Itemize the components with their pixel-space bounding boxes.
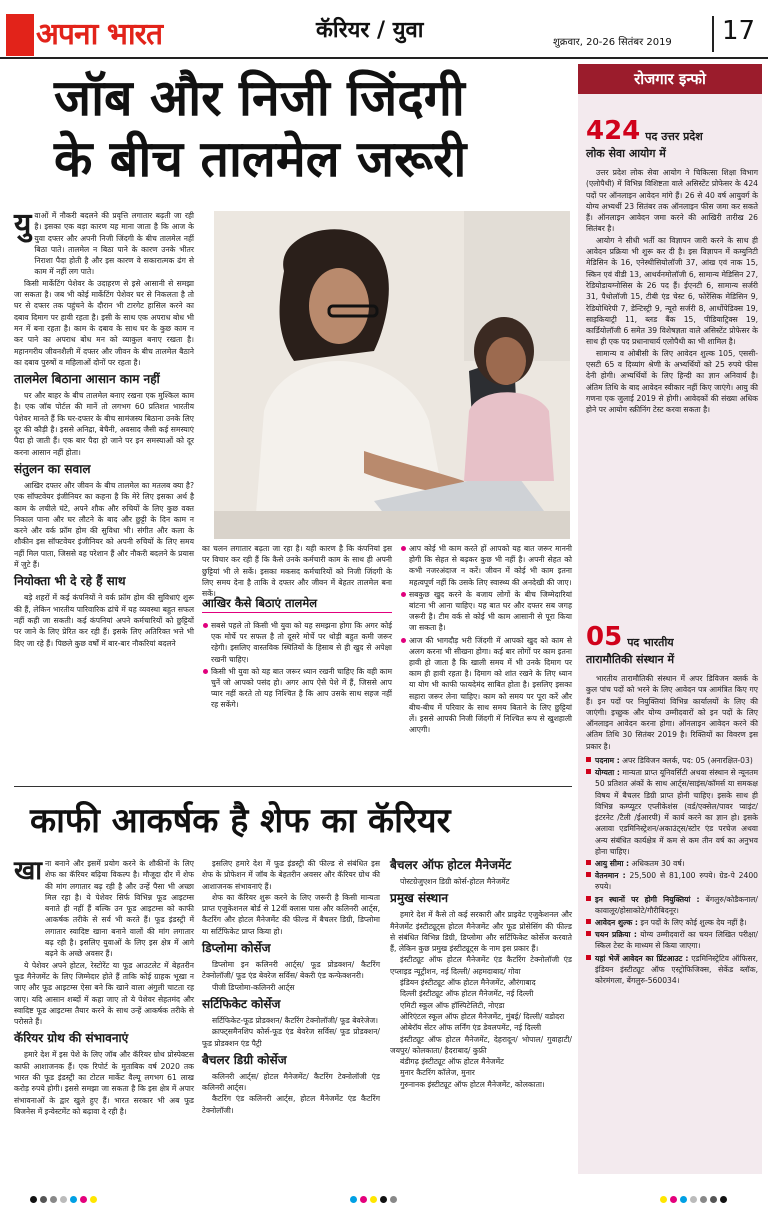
subheading: डिप्लोमा कोर्सेज [202, 941, 271, 956]
article2-col-1 [14, 858, 194, 1117]
masthead: अपना भारत [36, 17, 163, 52]
paragraph: ओरिएंटल स्कूल ऑफ होटल मैनेजमेंट, मुंबई/ दिल्ली/ वडोदरा [400, 1011, 565, 1021]
sidebar-item-1 [586, 118, 758, 416]
article2-headline: काफी आकर्षक है शेफ का कॅरियर [30, 801, 451, 841]
sidebar-item-2 [586, 624, 758, 987]
paragraph: ओबेरॉय सेंटर ऑफ लर्निंग एंड डेवलपमेंट, नई दिल्ली [400, 1023, 542, 1033]
paragraph: इंस्टीट्यूट ऑफ होटल मैनेजमेंट एंड कैटरिंग टेक्नोलॉजी एंड एप्लाइड न्यूट्रीशन, नई दिल्ली/ अहमदाबाद/ गोवा [390, 955, 572, 976]
paragraph: एमिटी स्कूल ऑफ हॉस्पिटेलिटी, नोएडा [400, 1000, 505, 1010]
tip-item: सबकुछ खुद करने के बजाय लोगों के बीच जिम्मेदारियां बांटना भी आना चाहिए। यह बात घर और दफ्तर सब जगह जरूरी है। टीम वर्क से कोई भी काम आसानी से पूरा किया जा सकता है। [400, 589, 572, 634]
paragraph: बड़े शहरों में कई कंपनियों ने वर्क फ्रॉम होम की सुविधाएं शुरू की हैं, लेकिन भारतीय पारिवारिक ढांचे में यह व्यवस्था बहुत सफल नहीं कही जा सकती। कई कंपनियां अपने कर्मचारियों को छुट्टियों पर जाने के लिए प्रेरित कर रही हैं। इसके लिए अतिरिक्त भत्ते भी दिए जा रहे हैं। पिछले कुछ वर्षों में बार-बार नौकरियां बदलने [14, 593, 194, 648]
paragraph: इंस्टीट्यूट ऑफ होटल मैनेजमेंट, देहरादून/ भोपाल/ गुवाहाटी/ जयपुर/ कोलकाता/ हैदराबाद/ कुफ्री [390, 1034, 572, 1055]
registration-marks-left [30, 1196, 97, 1203]
headline-line-2: के बीच तालमेल जरूरी [54, 130, 467, 188]
paragraph: हमारे देश में इस पेशे के लिए जॉब और कॅरियर ग्रोथ प्रोस्पेक्टस काफी आशाजनक हैं। एक रिपोर्ट के मुताबिक वर्ष 2020 तक भारत की फूड इंडस्ट्री का टोटल मार्केट वैल्यू लगभग 61 लाख करोड़ रुपये होगी। इससे समझा जा सकता है कि इस क्षेत्र में अपार संभावनाओं के द्वार खुले हुए हैं। भारत सरकार भी अब फूड बिजनेस में इन्वेस्टमेंट को बढ़ावा दे रही है। [14, 1050, 194, 1116]
subheading: कॅरियर ग्रोथ की संभावनाएं [14, 1031, 129, 1046]
paragraph: पीजी डिप्लोमा-कलिनरी आर्ट्स [212, 982, 295, 992]
paragraph: कैटरिंग एंड कलिनरी आर्ट्स, होटल मैनेजमेंट एंड कैटरिंग टेक्नोलॉजी। [202, 1094, 380, 1115]
paragraph: डिप्लोमा इन कलिनरी आर्ट्स/ फूड प्रोडक्शन/ कैटरिंग टेक्नोलॉजी/ फूड एंड बेवरेज सर्विस/ बेकरी एंड कन्फेक्शनरी। [202, 960, 380, 981]
registration-marks-center [350, 1196, 397, 1203]
subheading: नियोक्ता भी दे रहे हैं साथ [14, 574, 126, 589]
subheading: प्रमुख संस्थान [390, 891, 448, 906]
vacancy-title-b: तारामौतिकी संस्थान में [586, 653, 675, 666]
tip-item: किसी भी युवा को यह बात जरूर ध्यान रखनी चाहिए कि वही काम चुनें जो आपको पसंद हो। अगर आप ऐसे पेशे में हैं, जिससे आप प्यार नहीं करते तो यह निश्चित है कि आप उसके साथ सहज नहीं रह सकेंगे। [202, 666, 392, 711]
paragraph: दिल्ली इंस्टीट्यूट ऑफ होटल मैनेजमेंट, नई दिल्ली [400, 989, 534, 999]
paragraph: गुरुनानक इंस्टीट्यूट ऑफ होटल मैनेजमेंट, कोलकाता। [400, 1079, 545, 1089]
header-rule [0, 57, 768, 59]
article1-mid-text: का चलन लगातार बढ़ता जा रहा है। यही कारण है कि कंपनियां इस पर विचार कर रही हैं कि कैसे उनके कर्मचारी काम के साथ ही अपनी छुट्टियां भी ले सकें। इसका मकसद कर्मचारियों को निजी जिंदगी के लिए समय देना है ताकि वे दफ्तर और जीवन में बेहतर तालमेल बना सकें। [202, 544, 392, 599]
fact-item: आवेदन शुल्क : इन पदों के लिए कोई शुल्क देय नहीं है। [586, 917, 758, 928]
article-separator [14, 786, 572, 787]
intro-paragraph: वाओं में नौकरी बदलने की प्रवृत्ति लगातार बढ़ती जा रही है। इसका एक बड़ा कारण यह माना जाता है कि आज के युवा दफ्तर और अपनी निजी जिंदगी के बीच तालमेल नहीं बिठा पाते। तालमेल न बिठा पाने के कारण उनके भीतर निराशा पैदा होती है और इस कारण वे सकारात्मक ढंग से काम में नहीं लग पाते। [34, 211, 194, 277]
subheading: सर्टिफिकेट कोर्सेज [202, 996, 281, 1011]
headline-line-1: जॉब और निजी जिंदगी [54, 69, 465, 127]
subheading: संतुलन का सवाल [14, 461, 91, 476]
subheading: बैचलर डिग्री कोर्सेज [202, 1052, 287, 1067]
paragraph: सर्टिफिकेट-फूड प्रोडक्शन/ कैटरिंग टेक्नोलॉजी/ फूड बेवरेजेज। [212, 1015, 379, 1025]
tip-item: सबसे पहले तो किसी भी युवा को यह समझना होगा कि अगर कोई एक मोर्चे पर सफल है तो दूसरे मोर्चे पर थोड़ी बहुत कमी जरूर रहेगी। इसलिए वास्तविक स्थितियों के हिसाब से ही खुद से अपेक्षा रखनी चाहिए। [202, 620, 392, 665]
vacancy-body: उत्तर प्रदेश लोक सेवा आयोग ने चिकित्सा शिक्षा विभाग (एलोपैथी) में विभिन्न विशिष्टता वाले असिस्टेंट प्रोफेसर के 424 पदों पर ऑनलाइन आवेदन मांगे हैं। 26 से 40 वर्ष आयुवर्ग के योग्य अभ्यर्थी 23 सितंबर तक ऑनलाइन फीस जमा कर सकते हैं। ऑनलाइन आवेदन जमा करने की आखिरी तारीख 26 सितंबर है। [586, 168, 758, 234]
fact-item: चयन प्रक्रिया : योग्य उम्मीदवारों का चयन लिखित परीक्षा/स्किल टेस्ट के माध्यम से किया जाएगा। [586, 929, 758, 951]
fact-item: योग्यता : मान्यता प्राप्त यूनिवर्सिटी अथवा संस्थान से न्यूनतम 50 प्रतिशत अंकों के साथ आर्ट्स/साइंस/कॉमर्स या समकक्ष विषय में बैचलर डिग्री प्राप्त होनी चाहिए। इसके साथ ही विभिन्न कम्प्यूटर एप्लीकेशंस (वर्ड/एक्सेल/पावर प्वाइंट/ इंटरनेट /टैली /ईआरपी) में कार्य करने का ज्ञान हो। इसके अलावा एडमिनिस्ट्रेशन/अकाउंट्स/स्टोर एंड परचेज अथवा अन्य संबंधित कार्यक्षेत्र में कम से कम तीन वर्ष का अनुभव होना चाहिए। [586, 767, 758, 857]
registration-marks-right [660, 1196, 727, 1203]
header-divider-vertical [712, 16, 714, 52]
paragraph: किसी मार्केटिंग पेशेवर के उदाहरण से इसे आसानी से समझा जा सकता है। जब भी कोई मार्केटिंग पेशेवर घर से निकलता है तो घर से दफ्तर तक पहुंचने के दौरान भी टारगेट हासिल करने का दबाव दिमाग पर हावी रहता है। इसी के साथ एक अपराध बोध भी मन में बना रहता है। काम के दबाव के साथ घर के कुछ काम न कर पाने का अपराध बोध मन को व्याकुल बनाए रखता है। महानगरीय जीवनशैली में दफ्तर और जीवन के बीच तालमेल बैठाने का दबाव पुरुषों व महिलाओं दोनों पर रहता है। [14, 278, 194, 367]
article2-col-3 [390, 858, 572, 1090]
vacancy-title-a: पद उत्तर प्रदेश [645, 130, 703, 143]
sidebar-banner-text: रोजगार इन्फो [634, 70, 706, 88]
vacancy-body: सामान्य व ओबीसी के लिए आवेदन शुल्क 105, एससी-एसटी 65 व दिव्यांग श्रेणी के अभ्यर्थियों को 25 रुपये फीस देनी होगी। अभ्यर्थियों के लिए हिन्दी का ज्ञान अनिवार्य है। अंतिम तिथि के बाद आवेदन स्वीकार नहीं किए जाएंगे। आयु की गणना एक जुलाई 2019 से होगी। आवेदकों की संख्या अधिक होने पर आयोग स्क्रीनिंग टेस्ट करवा सकता है। [586, 348, 758, 415]
vacancy-count: 05 [586, 622, 623, 652]
masthead-logo [6, 14, 34, 56]
dropcap: यु [14, 207, 32, 242]
article2-col-2 [202, 858, 380, 1116]
paragraph: इसलिए हमारे देश में फूड इंडस्ट्री की फील्ड से संबंधित इस शेफ के प्रोफेशन में जॉब के बेहतरीन अवसर और कॅरियर ग्रोथ की आशाजनक संभावनाएं हैं। [202, 859, 380, 891]
vacancy-count: 424 [586, 116, 641, 146]
vacancy-facts [586, 755, 758, 986]
vacancy-title-b: लोक सेवा आयोग में [586, 147, 666, 160]
section-label: कॅरियर / युवा [316, 18, 424, 43]
tip-item: आप कोई भी काम करते हों आपको यह बात जरूर माननी होगी कि सेहत से बढ़कर कुछ भी नहीं है। अपनी सेहत को कभी नजरअंदाज न करें। जीवन में कोई भी काम इतना महत्वपूर्ण नहीं कि उसके लिए स्वास्थ्य की अनदेखी की जाए। [400, 543, 572, 588]
subheading: बैचलर ऑफ होटल मैनेजमेंट [390, 858, 512, 872]
intro-paragraph: ना बनाने और इसमें प्रयोग करने के शौकीनों के लिए शेफ का कॅरियर बढ़िया विकल्प है। मौजूदा दौर में शेफ की मांग लगातार बढ़ रही है और उन्हें पैसा भी अच्छा मिल रहा है। ये पेशेवर सिर्फ विभिन्न फूड आइटम्स बनाते ही नहीं हैं बल्कि उन फूड आइटम्स को काफी आकर्षक तरीके से सर्व भी करते हैं। फूड इंडस्ट्री में लगातार स्वादिष्ट खाना बनाने वालों की मांग लगातार बढ़ रही है। इसलिए युवाओं के लिए इस क्षेत्र में आगे बढ़ने के अच्छे अवसर हैं। [45, 859, 194, 959]
issue-date: शुक्रवार, 20-26 सितंबर 2019 [553, 37, 672, 48]
paragraph: आखिर दफ्तर और जीवन के बीच तालमेल का मतलब क्या है? एक सॉफ्टवेयर इंजीनियर का कहना है कि मेरे लिए इसका अर्थ है काम के लचीले घंटे, अपने शौक और रुचियों के लिए कुछ वक्त निकाल पाना और घर लौटने के बाद और छुट्टी के दिन काम न करने और वर्क फ्रॉम होम की सुविधा भी। संगीत और कला के शौकीन इस सॉफ्टवेयर इंजीनियर को अपनी रुचियों के लिए समय नहीं मिल पाता, जिससे वह परेशान हैं और नौकरी बदलने के प्रयास में जुटे हैं। [14, 480, 194, 570]
paragraph: इंडियन इंस्टीट्यूट ऑफ होटल मैनेजमेंट, औरंगाबाद [400, 978, 536, 988]
paragraph: मुनार कैटरिंग कॉलेज, मुनार [400, 1068, 475, 1078]
dropcap: खा [14, 856, 43, 886]
fact-item: आयु सीमा : अधिकतम 30 वर्ष। [586, 858, 758, 869]
paragraph: ये पेशेवर अपने होटल, रेस्टोरेंट या फूड आउटलेट में बेहतरीन फूड मैनेजमेंट के लिए जिम्मेदार होते हैं ताकि कोई ग्राहक भूखा न जाए और फूड आइटम्स ऐसा बने कि खाने वाला अंगुली चाटता रह जाए। यदि आसान शब्दों में कहा जाए तो ये पेशेवर सेहतमंद और स्वादिष्ट फूड आइटम्स तैयार करने के साथ उन्हें आकर्षक तरीके से परोसते हैं। [14, 960, 194, 1027]
vacancy-title-a: पद भारतीय [627, 636, 674, 649]
tips-list-left [202, 620, 392, 712]
paragraph: शेफ का कॅरियर शुरू करने के लिए जरूरी है किसी मान्यता प्राप्त एजुकेशनल बोर्ड से 12वीं क्लास पास और कलिनरी आर्ट्स, कैटरिंग और होटल मैनेजमेंट की फील्ड में बैचलर डिग्री, डिप्लोमा या सर्टिफिकेट प्राप्त किया हो। [202, 892, 380, 936]
tips-heading: आखिर कैसे बिठाएं तालमेल [202, 596, 318, 610]
sidebar-banner [578, 64, 762, 94]
tips-list-right [400, 543, 572, 736]
paragraph: कलिनरी आर्ट्स/ होटल मैनेजमेंट/ कैटरिंग टेक्नोलॉजी एंड कलिनरी आर्ट्स। [202, 1071, 380, 1093]
subheading: तालमेल बिठाना आसान काम नहीं [14, 372, 160, 387]
fact-item: पदनाम : अपर डिविजन क्लर्क, पद: 05 (अनारक्षित-03) [586, 755, 758, 766]
article1-left-column [14, 207, 194, 649]
tip-item: आज की भागदौड़ भरी जिंदगी में आपको खुद को काम से अलग करना भी सीखना होगा। कई बार लोगों पर काम इतना हावी हो जाता है कि खाली समय में भी उनके दिमाग पर काम ही हावी रहता है। दिमाग को शांत रखने के लिए ध्यान या योग भी काफी फायदेमंद साबित होता है। इसलिए इसका सहारा जरूर लेना चाहिए। काम को समय पर पूरा करें और बीच-बीच में परिवार के साथ समय बिताने के लिए छुट्टियां लें। इससे आपकी निजी जिंदगी में निश्चित रूप से खुशहाली आएगी। [400, 635, 572, 736]
paragraph: पोस्टग्रेजुएशन डिग्री कोर्स-होटल मैनेजमेंट [400, 877, 510, 886]
tips-heading-rule [202, 612, 392, 613]
fact-item: वेतनमान : 25,500 से 81,100 रुपये। ग्रेड-पे 2400 रुपये। [586, 870, 758, 892]
fact-item: इन स्थानों पर होगी नियुक्तियां : बेंगलुरु/कोडैकनाल/कावालूर/होसाकोटे/गौरीबिदनूर। [586, 894, 758, 916]
paragraph: घर और बाहर के बीच तालमेल बनाए रखना एक मुश्किल काम है। एक जॉब पोर्टल की मानें तो लगभग 60 प्रतिशत भारतीय पेशेवर मानते हैं कि घर-दफ्तर के बीच सामंजस्य बिठाना उनके लिए दूर की कौड़ी है। इससे अनिद्रा, बेचैनी, अवसाद जैसी कई समस्याएं पैदा हो जाती हैं। एक बार पैदा हो जाने पर इन समस्याओं को दूर करना आसान नहीं होता। [14, 391, 194, 457]
paragraph: बंडीगढ़ इंस्टीट्यूट ऑफ होटल मैनेजमेंट [400, 1057, 504, 1067]
fact-item: यहां भेजें आवेदन का प्रिंटआउट : एडमिनिस्ट्रेटिव ऑफिसर, इंडियन इंस्टीट्यूट ऑफ एस्ट्रोफिजिक्स, सेकेंड ब्लॉक, कोरमंगला, बेंगलुरु-560034। [586, 953, 758, 987]
paragraph: हमारे देश में कैसे तो कई सरकारी और प्राइवेट एजुकेशनल और मैनेजमेंट इंस्टीट्यूट्स होटल मैनेजमेंट और फूड प्रोसेसिंग की फील्ड से संबंधित विभिन्न डिग्री, डिप्लोमा और सर्टिफिकेट कोर्सेज करवाते हैं, लेकिन कुछ प्रमुख इंस्टीट्यूट्स के नाम इस प्रकार हैं। [390, 910, 572, 954]
vacancy-body: भारतीय तारामौतिकी संस्थान में अपर डिविजन क्लर्क के कुल पांच पदों को भरने के लिए आवेदन पत्र आमंत्रित किए गए हैं। इन पदों पर नियुक्तियां विभिन्न कार्यालयों के लिए की जाएंगी। इच्छुक और योग्य उम्मीदवारों को इन पदों के लिए ऑनलाइन आवेदन करना होगा। ऑनलाइन आवेदन करने की अंतिम तिथि 30 सितंबर 2019 है। रिक्तियों का विवरण इस प्रकार है। [586, 674, 758, 751]
article-photo [214, 211, 570, 539]
page-number: 17 [722, 16, 756, 46]
vacancy-body: आयोग ने सीधी भर्ती का विज्ञापन जारी करने के साथ ही आवेदन प्रक्रिया भी शुरू कर दी है। इस विज्ञापन में कम्युनिटी मेडिसिन के 16, एनेस्थीसियोलॉजी 37, आंख एवं नाक 15, स्किन एवं वीडी 13, आथर्वनमोलॉजी 6, सामान्य मेडिसिन 27, रेडियोडायग्नोसिस के 26 पद हैं। ईएनटी 6, सामान्य सर्जरी 31, पैथोलॉजी 15, टीबी एंड चेस्ट 6, फोरेंसिक मेडिसिन 9, रेडियोथिरेपी 7, डेन्टिस्ट्री 9, न्यूरो सर्जरी 8, आर्थोपेडिक्स 19, साइकियाट्री 11, ब्लड बैंक 15, पीडियाट्रिक्स 19, कार्डियोलॉजी 6 समेत 39 विशेषज्ञता वाले असिस्टेंट प्रोफेसर के साथ ही एक पद प्रधानाचार्य एलोपैथी का भी शामिल है। [586, 235, 758, 347]
paragraph: क्राफ्ट्समैनशिप कोर्स-फूड एंड बेवरेज सर्विस/ फूड प्रोडक्शन/ फूड प्रोडक्शन एंड पैट्री [202, 1027, 380, 1048]
